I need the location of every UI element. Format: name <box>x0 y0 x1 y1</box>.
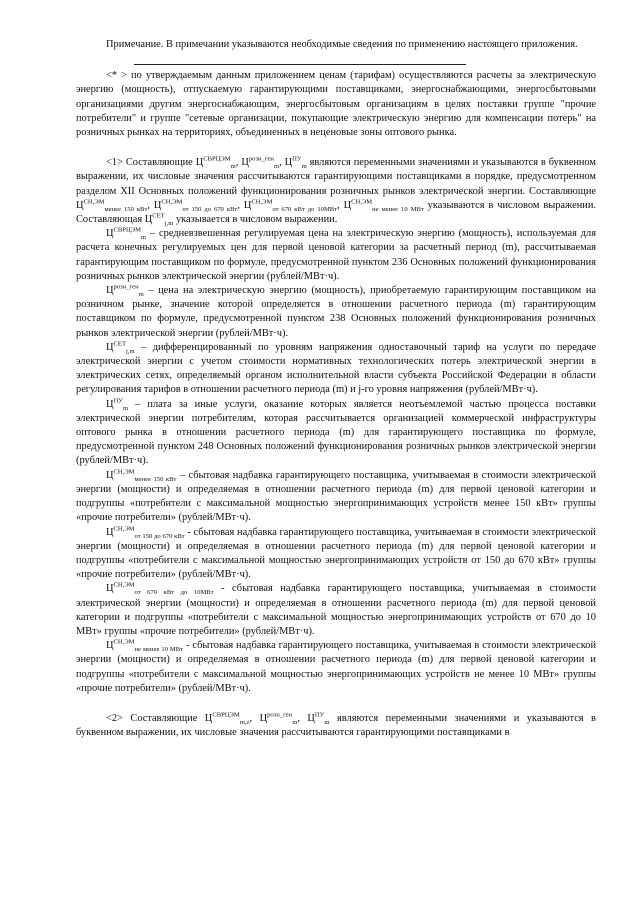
symbol-c-snem-lt150: $Ц^{СН,ЭМ}_{менее 150 кВт}$ <box>76 198 148 213</box>
definition-rozn-gen: $Ц^{розн\_ген}_m$ – цена на электрическую энергию (мощность), приобретаемую гарантирующим поставщиком на розничном рынке, значение которой определяется в отношении расчетного периода (m) гарантирующим поставщиком по формуле, предусмотренной пунктом 238 Основных положений функционирования розничных рынков электрической энергии (рублей/МВт·ч). <box>76 283 596 339</box>
symbol-c-set: $Ц^{СЕТ}_{j,m}$ <box>144 212 174 228</box>
asterisk-marker: <* > <box>106 70 127 82</box>
definition-snem-ge10: $Ц^{СН,ЭМ}_{не менее 10 МВт}$ - сбытовая надбавка гарантирующего поставщика, учитываемая в стоимости электрической энергии (мощности) и определяемая в отношении расчетного периода (m) для первой ценовой категории и подгруппы «потребители с максимальной мощностью энергопринимающих устройств не менее 10 МВт» группы «прочие потребители» (рублей/МВт·ч). <box>76 638 597 694</box>
symbol-c-pu: $Ц^{ПУ}_m$ <box>307 711 330 727</box>
symbol-c-rozn-gen: $Ц^{розн\_ген}_m$ <box>241 155 280 171</box>
asterisk-footnote-text: по утверждаемым данным приложением ценам (тарифам) осуществляются расчеты за электрическую энергию (мощность), отпускаемую гарантирующими поставщиками, энергоснабжающими, энергосбытовыми организациями другим энергоснабжающим, энергосбытовым организациям в целях поставки группе "прочие потребители" и группе "сетевые организации, покупающие электрическую энергию для компенсации потерь" на розничных рынках на территориях, объединенных в неценовые зоны оптового рынка. <box>76 70 596 139</box>
definition-snem-lt150: $Ц^{СН,ЭМ}_{менее 150 кВт}$ – сбытовая надбавка гарантирующего поставщика, учитываемая в стоимости электрической энергии (мощности) и определяемая в отношении расчетного периода (m) для первой ценовой категории и подгруппы «потребители с максимальной мощностью энергопринимающих устройств менее 150 кВт» группы «прочие потребители» (рублей/МВт·ч). <box>76 468 597 524</box>
symbol-c-snem-ge10: $Ц^{СН,ЭМ}_{не менее 10 МВт}$ <box>343 198 424 213</box>
footnote-separator <box>134 64 466 65</box>
definition-snem-670-10: $Ц^{СН,ЭМ}_{от 670 кВт до 10МВт}$ - сбытовая надбавка гарантирующего поставщика, учитываемая в стоимости электрической энергии (мощности) и определяемая в отношении расчетного периода (m) для первой ценовой категории и подгруппы «потребители с максимальной мощностью энергопринимающих устройств от 670 до 10 МВт» группы «прочие потребители» (рублей/МВт·ч). <box>76 581 597 637</box>
definition-set: $Ц^{СЕТ}_{j,m}$ – дифференцированный по уровням напряжения одноставочный тариф на услуги по передаче электрической энергии с учетом стоимости нормативных технологических потерь электрической энергии в электрических сетях, определяемый органом исполнительной власти субъекта Российской Федерации в области регулирования тарифов в отношении расчетного периода (m) и j-го уровня напряжения (рублей/МВт·ч). <box>76 340 596 396</box>
symbol-c-pu: $Ц^{ПУ}_m$ <box>284 155 307 171</box>
definition-svrcem: $Ц^{СВРЦЭМ}_m$ – средневзвешенная регулируемая цена на электрическую энергию (мощность), используемая для расчета конечных регулируемых цен для первой ценовой категории за расчетный период (m), рассчитываемая гарантирующим поставщиком по формуле, предусмотренной пунктом 236 Основных положений функционирования розничных рынков электрической энергии (рублей/МВт·ч). <box>76 226 596 282</box>
symbol-c-svrcem: $Ц^{СВРЦЭМ}_m$ <box>195 155 236 171</box>
definition-snem-150-670: $Ц^{СН,ЭМ}_{от 150 до 670 кВт}$ - сбытовая надбавка гарантирующего поставщика, учитываемая в стоимости электрической энергии (мощности) и определяемая в отношении расчетного периода (m) для первой ценовой категории и подгруппы «потребители с максимальной мощностью энергопринимающих устройств от 150 до 670 кВт» группы «прочие потребители» (рублей/МВт·ч). <box>76 525 596 581</box>
symbol-c-rozn-gen: $Ц^{розн\_ген}_m$ <box>259 711 298 727</box>
footnote-1: <1> Составляющие $Ц^{СВРЦЭМ}_m$, $Ц^{розн\_ген}_m$, $Ц^{ПУ}_m$ являются переменными значениями и указываются в буквенном выражении, их числовые значения рассчитываются гарантирующими поставщиками в порядке, предусмотренном разделом XII Основных положений функционирования розничных рынков электрической энергии. Составляющие $Ц^{СН,ЭМ}_{менее 150 кВт}$, $Ц^{СН,ЭМ}_{от 150 до 670 кВт}$, $Ц^{СН,ЭМ}_{от 670 кВт до 10МВт}$, $Ц^{СН,ЭМ}_{не менее 10 МВт}$ указываются в числовом выражении. Составляющая $Ц^{СЕТ}_{j,m}$ указывается в числовом выражении. <box>76 155 597 228</box>
footnote-2: <2> Составляющие $Ц^{СВРЦЭМ}_{m,z}$, $Ц^{розн\_ген}_m$, $Ц^{ПУ}_m$ являются переменными значениями и указываются в буквенном выражении, их числовые значения рассчитываются гарантирующими поставщиками в <box>76 711 596 739</box>
symbol-c-snem-670-10: $Ц^{СН,ЭМ}_{от 670 кВт до 10МВт}$ <box>243 198 338 213</box>
symbol-c-svrcem-mz: $Ц^{СВРЦЭМ}_{m,z}$ <box>204 711 250 727</box>
symbol-c-snem-150-670: $Ц^{СН,ЭМ}_{от 150 до 670 кВт}$ <box>153 198 238 213</box>
note-paragraph: Примечание. В примечании указываются необходимые сведения по применению настоящего приложения. <box>106 39 578 50</box>
definition-pu: $Ц^{ПУ}_m$ – плата за иные услуги, оказание которых является неотъемлемой частью процесса поставки электрической энергии потребителям, которая рассчитывается организацией коммерческой инфраструктуры оптового рынка в отношении расчетного периода (m) для гарантирующего поставщика по формуле, предусмотренной пунктом 248 Основных положений функционирования розничных рынков электрической энергии (рублей/МВт·ч). <box>76 397 596 467</box>
asterisk-footnote <box>76 69 596 140</box>
